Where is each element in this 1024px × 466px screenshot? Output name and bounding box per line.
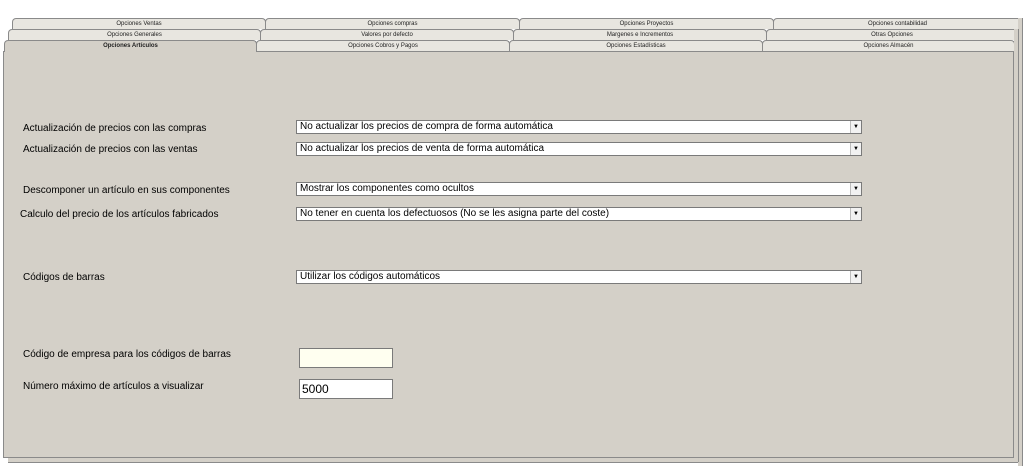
tab-opciones-compras[interactable]: Opciones compras <box>265 18 520 29</box>
tab-row-1 <box>0 18 1024 29</box>
tab-opciones-cobros-pagos[interactable]: Opciones Cobros y Pagos <box>256 40 510 51</box>
chevron-down-icon[interactable]: ▼ <box>850 121 861 133</box>
articulos-options-panel <box>3 51 1014 458</box>
precios-compras-select[interactable] <box>296 120 862 134</box>
descomponer-value: Mostrar los componentes como ocultos <box>300 183 474 194</box>
chevron-down-icon[interactable]: ▼ <box>850 143 861 155</box>
tab-opciones-estadisticas[interactable]: Opciones Estadísticas <box>509 40 763 51</box>
tab-row-3 <box>0 40 1024 51</box>
descomponer-select[interactable] <box>296 182 862 196</box>
precios-ventas-label: Actualización de precios con las ventas <box>23 144 198 155</box>
descomponer-label: Descomponer un artículo en sus componentes <box>23 185 230 196</box>
max-articulos-label: Número máximo de artículos a visualizar <box>23 381 204 392</box>
codigo-empresa-label: Código de empresa para los códigos de barras <box>23 349 231 360</box>
tab-margenes-incrementos[interactable]: Margenes e Incrementos <box>513 29 767 40</box>
calculo-precio-select[interactable] <box>296 207 862 221</box>
codigos-barras-select[interactable] <box>296 270 862 284</box>
precios-ventas-value: No actualizar los precios de venta de forma automática <box>300 143 545 154</box>
calculo-precio-label: Calculo del precio de los artículos fabricados <box>20 209 219 220</box>
codigos-barras-label: Códigos de barras <box>23 272 105 283</box>
calculo-precio-value: No tener en cuenta los defectuosos (No se les asigna parte del coste) <box>300 208 610 219</box>
codigo-empresa-input[interactable] <box>299 348 393 368</box>
tab-opciones-ventas[interactable]: Opciones Ventas <box>12 18 266 29</box>
tab-opciones-articulos[interactable]: Opciones Artículos <box>4 40 257 52</box>
tab-strip <box>0 0 1024 52</box>
precios-ventas-select[interactable] <box>296 142 862 156</box>
tab-row-2 <box>0 29 1024 40</box>
tab-valores-por-defecto[interactable]: Valores por defecto <box>260 29 514 40</box>
chevron-down-icon[interactable]: ▼ <box>850 271 861 283</box>
max-articulos-input[interactable]: 5000 <box>299 379 393 399</box>
codigos-barras-value: Utilizar los códigos automáticos <box>300 271 441 282</box>
tab-opciones-generales[interactable]: Opciones Generales <box>8 29 261 40</box>
tab-opciones-almacen[interactable]: Opciones Almacén <box>762 40 1015 51</box>
chevron-down-icon[interactable]: ▼ <box>850 183 861 195</box>
chevron-down-icon[interactable]: ▼ <box>850 208 861 220</box>
precios-compras-value: No actualizar los precios de compra de forma automática <box>300 121 553 132</box>
precios-compras-label: Actualización de precios con las compras <box>23 123 207 134</box>
tab-opciones-contabilidad[interactable]: Opciones contabilidad <box>773 18 1022 29</box>
stacked-page-edge <box>1014 29 1019 462</box>
tab-opciones-proyectos[interactable]: Opciones Proyectos <box>519 18 774 29</box>
stacked-page-edge <box>8 458 1018 463</box>
tab-otras-opciones[interactable]: Otras Opciones <box>766 29 1018 40</box>
